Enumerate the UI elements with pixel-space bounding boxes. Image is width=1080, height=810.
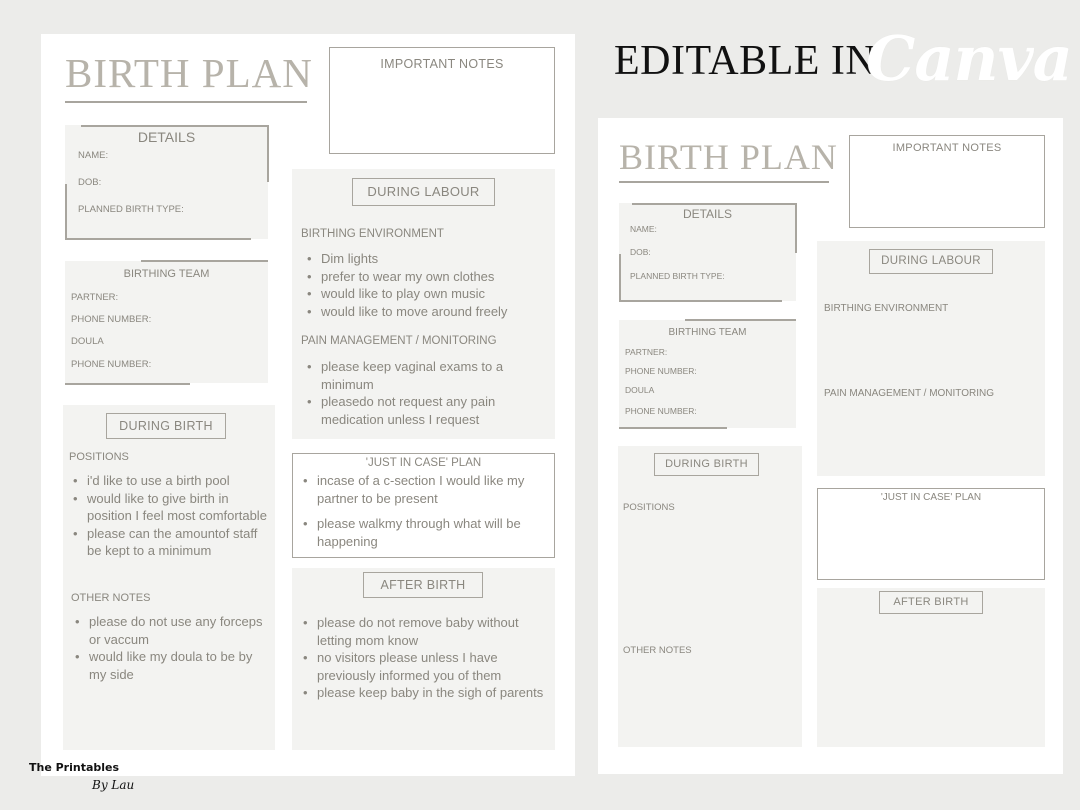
details-frame-top: [81, 125, 268, 127]
list-item: • i'd like to use a birth pool: [67, 472, 271, 490]
page-title: BIRTH PLAN: [619, 137, 838, 177]
just-in-case-heading: 'JUST IN CASE' PLAN: [880, 492, 982, 503]
birthing-team-frame-bottom: [619, 427, 727, 429]
other-notes-list: [69, 613, 271, 683]
during-labour-heading: DURING LABOUR: [869, 249, 993, 274]
birthing-team-panel: [65, 261, 268, 383]
list-item: • incase of a c-section I would like my partner to be present: [297, 472, 547, 507]
birthing-team-frame-top: [685, 319, 796, 321]
details-frame-top: [632, 203, 796, 205]
birthing-team-frame-bottom: [65, 383, 190, 385]
planned-birth-type-field[interactable]: PLANNED BIRTH TYPE:: [630, 271, 725, 281]
details-panel: [65, 125, 268, 239]
name-field[interactable]: NAME:: [630, 224, 657, 234]
birthing-environment-list: [301, 250, 551, 320]
partner-field[interactable]: PARTNER:: [71, 292, 119, 303]
list-item: • no visitors please unless I have previously informed you of them: [297, 649, 553, 684]
list-item: • would like my doula to be by my side: [69, 648, 271, 683]
title-underline: [65, 101, 307, 103]
just-in-case-list: [297, 472, 547, 550]
after-birth-list: [297, 614, 553, 702]
other-notes-label: OTHER NOTES: [71, 592, 151, 604]
partner-phone-field[interactable]: PHONE NUMBER:: [71, 314, 152, 325]
just-in-case-box: [292, 453, 555, 558]
positions-label: POSITIONS: [623, 502, 675, 513]
important-notes-box[interactable]: [849, 135, 1045, 228]
during-birth-heading: DURING BIRTH: [106, 413, 226, 439]
creator-signature: By Lau: [92, 778, 135, 792]
birthing-team-heading: BIRTHING TEAM: [668, 327, 747, 338]
birthing-environment-label: BIRTHING ENVIRONMENT: [824, 303, 949, 314]
list-item: • pleasedo not request any pain medication unless I request: [301, 393, 533, 428]
just-in-case-heading: 'JUST IN CASE' PLAN: [365, 457, 482, 469]
list-item: • would like to play own music: [301, 285, 551, 303]
details-frame-left: [619, 254, 621, 301]
birthing-team-panel: [619, 320, 796, 428]
important-notes-box[interactable]: [329, 47, 555, 154]
positions-label: POSITIONS: [69, 451, 129, 463]
during-birth-heading: DURING BIRTH: [654, 453, 759, 476]
just-in-case-box: [817, 488, 1045, 580]
doula-field[interactable]: DOULA: [71, 336, 104, 347]
doula-field[interactable]: DOULA: [625, 385, 655, 395]
editable-in-heading: EDITABLE IN: [614, 38, 877, 84]
list-item: • would like to move around freely: [301, 303, 551, 321]
after-birth-heading: AFTER BIRTH: [363, 572, 483, 598]
list-item: • please keep baby in the sigh of parents: [297, 684, 553, 702]
title-underline: [619, 181, 829, 183]
details-frame-bottom: [619, 300, 782, 302]
doula-phone-field[interactable]: PHONE NUMBER:: [71, 359, 152, 370]
important-notes-heading: IMPORTANT NOTES: [380, 57, 504, 71]
pain-management-label: PAIN MANAGEMENT / MONITORING: [824, 388, 995, 399]
left-birth-plan-sheet: [41, 34, 575, 776]
list-item: • would like to give birth in position I feel most comfortable: [67, 490, 271, 525]
list-item: • please do not use any forceps or vaccum: [69, 613, 271, 648]
during-birth-panel: [618, 446, 802, 747]
name-field[interactable]: NAME:: [78, 150, 109, 161]
partner-field[interactable]: PARTNER:: [625, 347, 668, 357]
details-heading: DETAILS: [137, 129, 196, 145]
other-notes-label: OTHER NOTES: [623, 645, 692, 656]
dob-field[interactable]: DOB:: [630, 247, 651, 257]
details-frame-right: [795, 203, 797, 253]
important-notes-heading: IMPORTANT NOTES: [892, 142, 1002, 154]
list-item: • prefer to wear my own clothes: [301, 268, 551, 286]
birthing-team-frame-top: [141, 260, 268, 262]
after-birth-panel: [817, 588, 1045, 747]
dob-field[interactable]: DOB:: [78, 177, 102, 188]
positions-list: [67, 472, 271, 560]
list-item: • please keep vaginal exams to a minimum: [301, 358, 533, 393]
canva-logo: Canva: [866, 22, 1072, 95]
details-frame-bottom: [65, 238, 251, 240]
during-labour-panel: [817, 241, 1045, 476]
during-labour-panel: [292, 169, 555, 439]
list-item: • please can the amountof staff be kept to a minimum: [67, 525, 271, 560]
after-birth-panel: [292, 568, 555, 750]
details-frame-right: [267, 125, 269, 182]
right-birth-plan-sheet: [598, 118, 1063, 774]
list-item: • Dim lights: [301, 250, 551, 268]
during-birth-panel: [63, 405, 275, 750]
creator-name: The Printables: [29, 761, 120, 774]
planned-birth-type-field[interactable]: PLANNED BIRTH TYPE:: [78, 204, 184, 215]
details-heading: DETAILS: [682, 207, 733, 221]
list-item: • please walkmy through what will be happening: [297, 515, 547, 550]
details-frame-left: [65, 184, 67, 239]
partner-phone-field[interactable]: PHONE NUMBER:: [625, 366, 697, 376]
birthing-team-heading: BIRTHING TEAM: [123, 268, 210, 280]
pain-management-list: [301, 358, 533, 428]
details-panel: [619, 203, 796, 301]
after-birth-heading: AFTER BIRTH: [879, 591, 983, 614]
page-title: BIRTH PLAN: [65, 50, 313, 96]
during-labour-heading: DURING LABOUR: [352, 178, 495, 206]
doula-phone-field[interactable]: PHONE NUMBER:: [625, 406, 697, 416]
list-item: • please do not remove baby without letting mom know: [297, 614, 553, 649]
birthing-environment-label: BIRTHING ENVIRONMENT: [301, 228, 444, 240]
pain-management-label: PAIN MANAGEMENT / MONITORING: [301, 335, 497, 347]
